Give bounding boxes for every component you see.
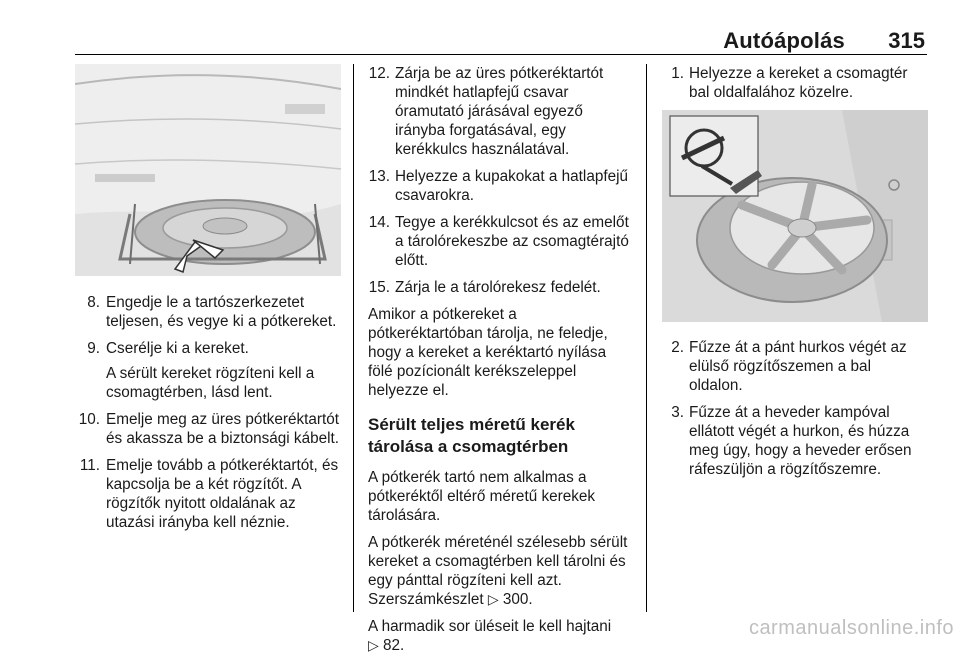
paragraph: A harmadik sor üléseit le kell hajtani ▷ 82. xyxy=(368,618,612,654)
column-divider xyxy=(353,64,354,612)
column-middle xyxy=(368,64,630,663)
paragraph: A pótkerék tartó nem alkalmas a pótkeréktől eltérő méretű kerekek tárolására. xyxy=(368,469,596,524)
list-item: 2. Fűzze át a pánt hurkos végét az elülső rögzítőszemen a bal oldalon. xyxy=(671,339,907,394)
page-reference-icon: ▷ xyxy=(368,637,379,653)
section-heading: Sérült teljes méretű kerék tárolása a csomagtérben xyxy=(368,415,575,456)
list-item: 3. Fűzze át a heveder kampóval ellátott végét a hurkon, és húzza meg úgy, hogy a heveder erősen ráfeszüljön a rögzítőszemre. xyxy=(671,404,912,478)
column-left xyxy=(75,64,341,540)
page-number: 315 xyxy=(888,28,925,53)
paragraph: A pótkerék méreténél szélesebb sérült kereket a csomagtérben kell tárolni és egy pánttal rögzíteni kell azt. Szerszámkészlet ▷ 300. xyxy=(368,534,628,608)
wheel-strap-image xyxy=(662,110,928,322)
page-reference-icon: ▷ xyxy=(487,591,499,607)
page-header xyxy=(75,28,927,55)
wheel-in-cargo-area-illustration xyxy=(662,110,928,322)
list-item: 13. Helyezze a kupakokat a hatlapfejű csavarokra. xyxy=(368,168,629,204)
list-item: 1. Helyezze a kereket a csomagtér bal oldalfalához közelre. xyxy=(671,65,908,101)
list-item: 9. Cserélje ki a kereket. A sérült kereket rögzíteni kell a csomagtérben, lásd lent. xyxy=(87,340,315,401)
list-item: 12. Zárja be az üres pótkeréktartót mindkét hatlapfejű csavar óramutató járásával egyező irányba forgatásával, egy kerékkulcs használatával. xyxy=(368,65,604,158)
section-title: Autóápolás xyxy=(723,28,845,53)
list-item: 11. Emelje tovább a pótkeréktartót, és kapcsolja be a két rögzítőt. A rögzítők nyitott oldalának az utazási irányba kell néznie. xyxy=(79,457,339,531)
list-item: 15. Zárja le a tárolórekesz fedelét. xyxy=(368,279,601,296)
page-reference-link[interactable]: 300. xyxy=(502,591,533,608)
paragraph: Amikor a pótkereket a pótkeréktartóban tárolja, ne feledje, hogy a kereket a keréktartó nyílása fölé pozícionált kerékszeleppel helyezze el. xyxy=(368,306,608,399)
watermark: carmanualsonline.info xyxy=(748,617,954,639)
list-item: 8. Engedje le a tartószerkezetet teljesen, és vegye ki a pótkereket. xyxy=(87,294,337,330)
page-reference-link[interactable]: 82. xyxy=(383,637,405,654)
list-item: 10. Emelje meg az üres pótkeréktartót és akassza be a biztonsági kábelt. xyxy=(78,411,339,447)
list-item: 14. Tegye a kerékkulcsot és az emelőt a tárolórekeszbe az csomagtérajtó előtt. xyxy=(368,214,629,269)
column-divider xyxy=(646,64,647,612)
spare-wheel-lowering-image xyxy=(75,64,341,276)
column-right xyxy=(662,64,928,487)
spare-wheel-carrier-illustration xyxy=(75,64,341,276)
